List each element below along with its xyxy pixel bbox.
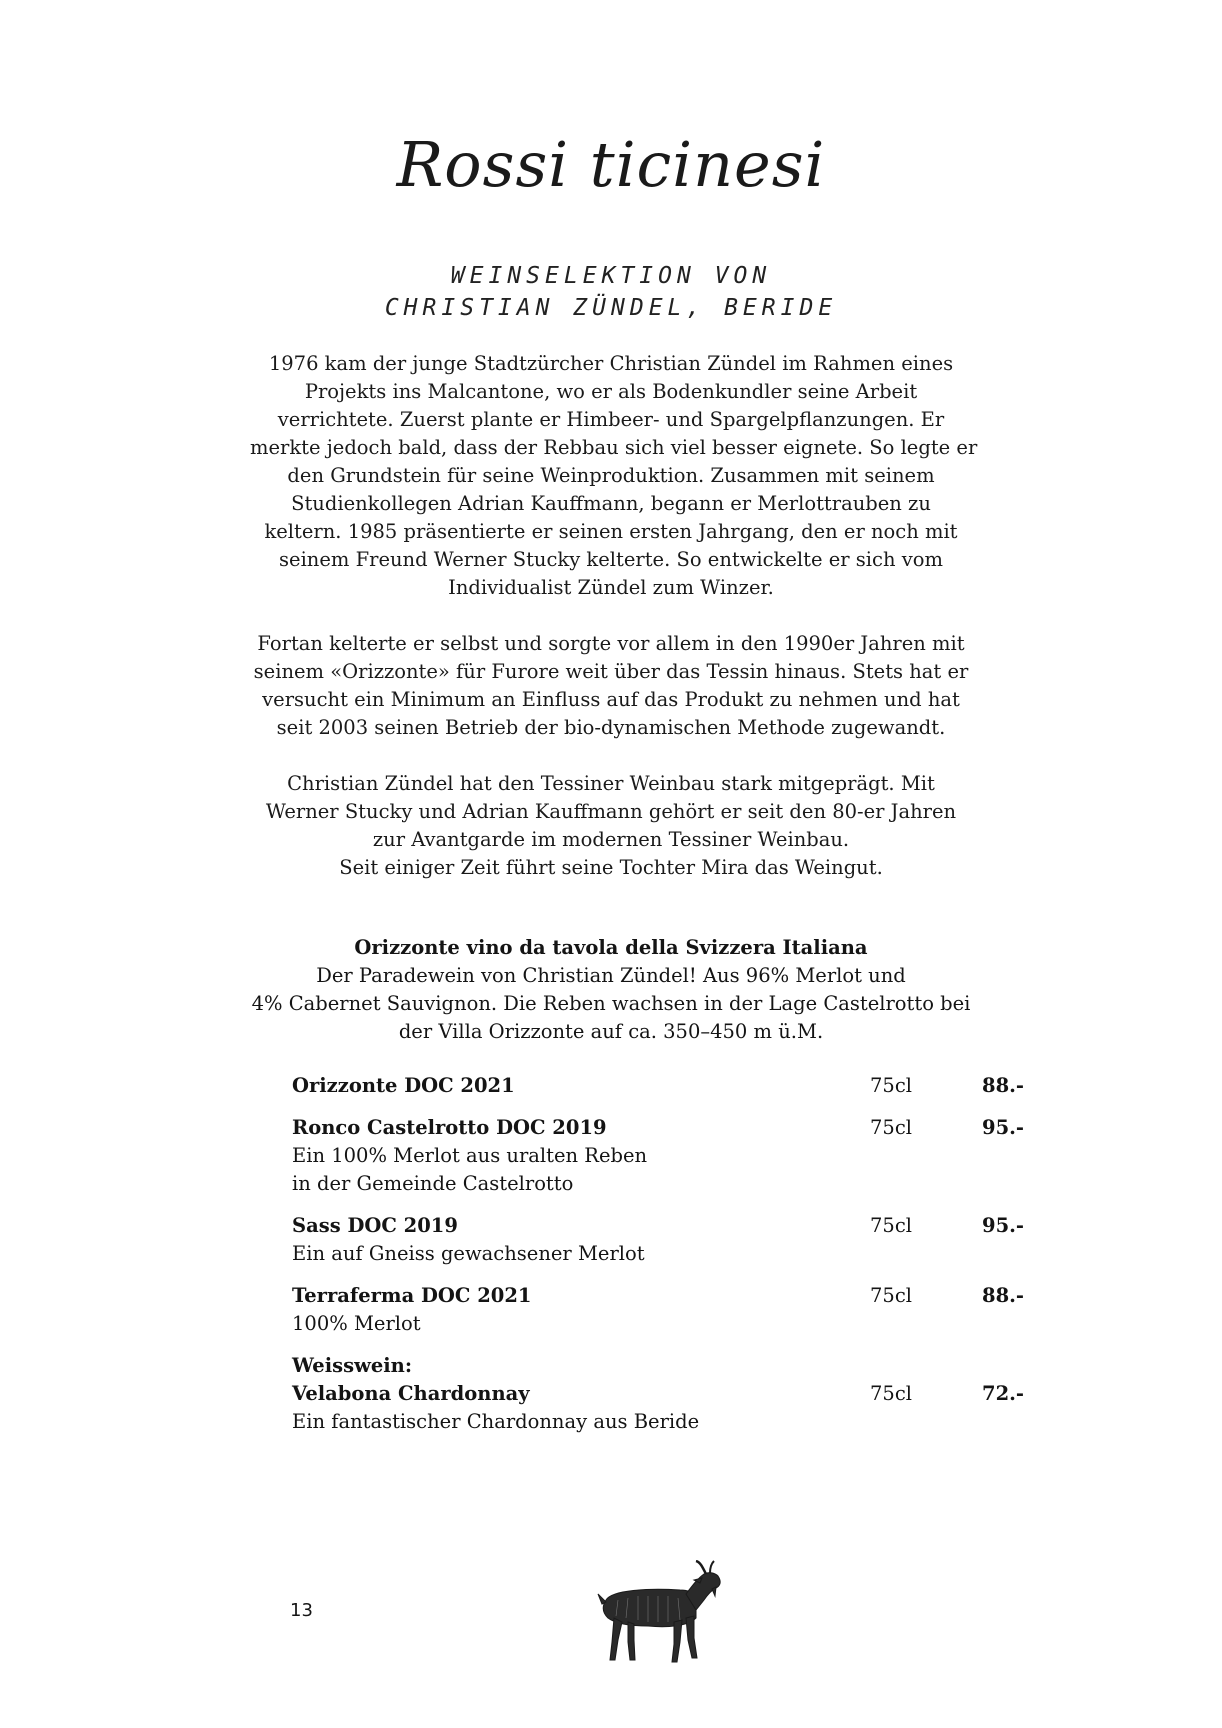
wine-category-heading: Weisswein: bbox=[292, 1354, 413, 1377]
wine-volume: 75cl bbox=[870, 1074, 912, 1097]
subtitle-line: CHRISTIAN ZÜNDEL, BERIDE bbox=[384, 295, 838, 321]
wine-price: 95.- bbox=[982, 1214, 1025, 1237]
intro-line: Christian Zündel hat den Tessiner Weinbau stark mitgeprägt. Mit bbox=[287, 772, 935, 795]
intro-line: verrichtete. Zuerst plante er Himbeer- und Spargelpflanzungen. Er bbox=[277, 408, 945, 431]
featured-wine-line: Der Paradewein von Christian Zündel! Aus 96% Merlot und bbox=[316, 964, 906, 987]
goat-icon bbox=[588, 1560, 728, 1672]
intro-line: Projekts ins Malcantone, wo er als Bodenkundler seine Arbeit bbox=[304, 380, 918, 403]
wine-price: 88.- bbox=[982, 1074, 1025, 1097]
intro-line: Individualist Zündel zum Winzer. bbox=[448, 576, 774, 599]
intro-line: Werner Stucky und Adrian Kauffmann gehört er seit den 80-er Jahren bbox=[265, 800, 957, 823]
intro-line: Seit einiger Zeit führt seine Tochter Mira das Weingut. bbox=[339, 856, 883, 879]
wine-description: in der Gemeinde Castelrotto bbox=[292, 1172, 574, 1195]
wine-description: 100% Merlot bbox=[292, 1312, 421, 1335]
wine-description: Ein auf Gneiss gewachsener Merlot bbox=[292, 1242, 645, 1265]
wine-name: Sass DOC 2019 bbox=[292, 1214, 458, 1237]
intro-line: keltern. 1985 präsentierte er seinen ersten Jahrgang, den er noch mit bbox=[264, 520, 958, 543]
intro-line: merkte jedoch bald, dass der Rebbau sich viel besser eignete. So legte er bbox=[250, 436, 978, 459]
featured-wine-line: 4% Cabernet Sauvignon. Die Reben wachsen in der Lage Castelrotto bei bbox=[251, 992, 971, 1015]
featured-wine-line: der Villa Orizzonte auf ca. 350–450 m ü.M. bbox=[398, 1020, 824, 1043]
page-number: 13 bbox=[290, 1600, 313, 1621]
page-title: Rossi ticinesi bbox=[396, 128, 826, 201]
intro-text bbox=[250, 350, 978, 910]
intro-paragraph bbox=[250, 770, 972, 882]
wine-list bbox=[292, 1072, 1032, 1450]
wine-entry bbox=[292, 1072, 1032, 1100]
wine-description: Ein 100% Merlot aus uralten Reben bbox=[292, 1144, 648, 1167]
intro-line: Fortan kelterte er selbst und sorgte vor allem in den 1990er Jahren mit bbox=[257, 632, 965, 655]
wine-volume: 75cl bbox=[870, 1284, 912, 1307]
wine-description: Ein fantastischer Chardonnay aus Beride bbox=[292, 1410, 700, 1433]
featured-wine-title: Orizzonte vino da tavola della Svizzera Italiana bbox=[354, 936, 868, 959]
wine-name: Orizzonte DOC 2021 bbox=[292, 1074, 515, 1097]
intro-paragraph bbox=[250, 630, 972, 742]
wine-name: Velabona Chardonnay bbox=[292, 1382, 530, 1405]
intro-paragraph bbox=[250, 350, 978, 602]
subtitle-line: WEINSELEKTION VON bbox=[450, 263, 772, 289]
intro-line: den Grundstein für seine Weinproduktion. Zusammen mit seinem bbox=[287, 464, 935, 487]
wine-entry bbox=[292, 1352, 1032, 1436]
subtitle bbox=[0, 260, 1222, 324]
intro-line: seit 2003 seinen Betrieb der bio-dynamischen Methode zugewandt. bbox=[276, 716, 946, 739]
wine-price: 72.- bbox=[982, 1382, 1025, 1405]
intro-line: seinem «Orizzonte» für Furore weit über das Tessin hinaus. Stets hat er bbox=[253, 660, 969, 683]
intro-line: seinem Freund Werner Stucky kelterte. So entwickelte er sich vom bbox=[279, 548, 943, 571]
wine-volume: 75cl bbox=[870, 1214, 912, 1237]
intro-line: Studienkollegen Adrian Kauffmann, begann er Merlottrauben zu bbox=[291, 492, 931, 515]
intro-line: versucht ein Minimum an Einfluss auf das Produkt zu nehmen und hat bbox=[262, 688, 960, 711]
wine-entry bbox=[292, 1282, 1032, 1338]
intro-line: zur Avantgarde im modernen Tessiner Weinbau. bbox=[372, 828, 850, 851]
wine-name: Terraferma DOC 2021 bbox=[292, 1284, 532, 1307]
wine-price: 88.- bbox=[982, 1284, 1025, 1307]
wine-entry bbox=[292, 1114, 1032, 1198]
wine-price: 95.- bbox=[982, 1116, 1025, 1139]
wine-volume: 75cl bbox=[870, 1116, 912, 1139]
featured-wine-description bbox=[250, 934, 972, 1046]
intro-line: 1976 kam der junge Stadtzürcher Christian Zündel im Rahmen eines bbox=[268, 352, 954, 375]
wine-volume: 75cl bbox=[870, 1382, 912, 1405]
wine-name: Ronco Castelrotto DOC 2019 bbox=[292, 1116, 607, 1139]
wine-entry bbox=[292, 1212, 1032, 1268]
